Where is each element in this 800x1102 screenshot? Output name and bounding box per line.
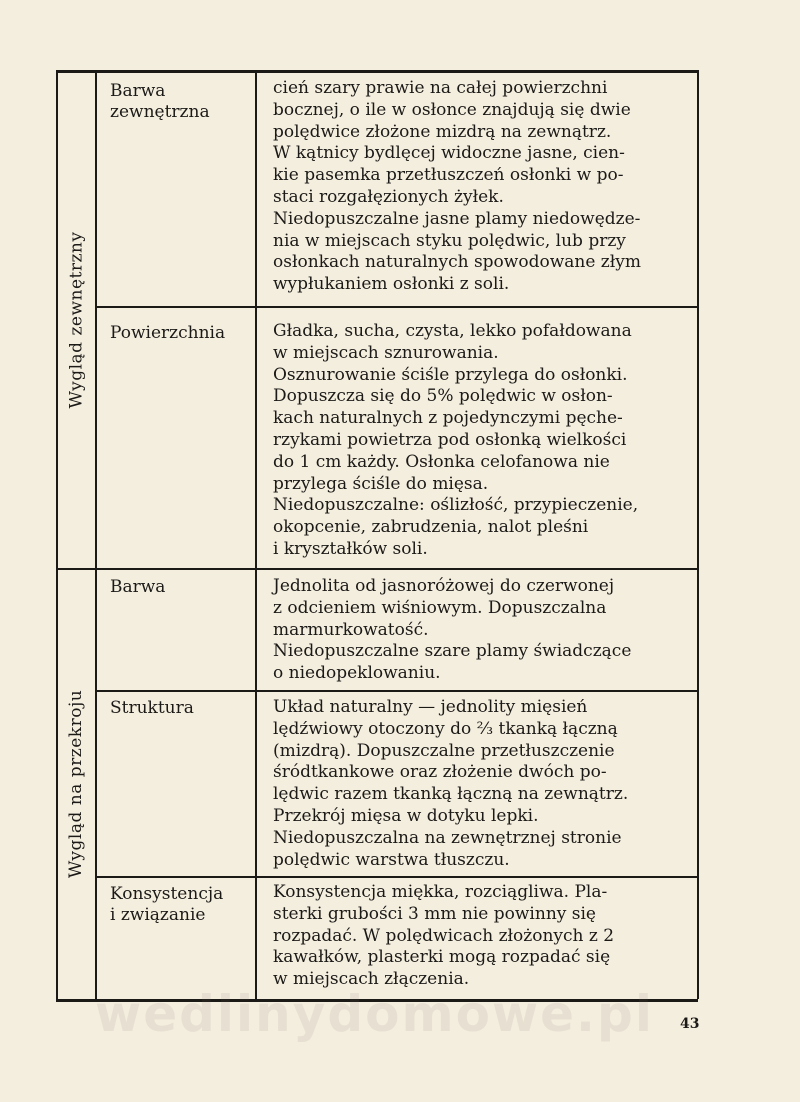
property-description: cień szary prawie na całej powierzchni bocznej, o ile w osłonce znajdują się dwie polędwice złożone mizdrą na zewnątrz. W kątnicy bydlęcej widoczne jasne, cien- kie pasemka przetłuszczeń osłonki w po- staci rozgałęzionych żyłek. Niedopuszczalne jasne plamy niedowędze- nia w miejscach styku polędwic, lub przy osłonkach naturalnych spowodowane złym wypłukaniem osłonki z soli. (273, 78, 641, 295)
property-description: Jednolita od jasnoróżowej do czerwonej z odcieniem wiśniowym. Dopuszczalna marmurkowatość. Niedopuszczalne szare plamy świadczące o niedopeklowaniu. (273, 576, 632, 684)
property-description: Konsystencja miękka, rozciągliwa. Pla- sterki grubości 3 mm nie powinny się rozpadać. W polędwicach złożonych z 2 kawałków, plasterki mogą rozpadać się w miejscach złączenia. (273, 882, 615, 990)
property-name: Barwa zewnętrzna (110, 81, 210, 122)
watermark: wedlinydomowe.pl (95, 985, 654, 1043)
property-name: Struktura (110, 698, 194, 718)
section-label-exterior: Wygląd zewnętrzny (66, 231, 86, 409)
section-label-cross-section: Wygląd na przekroju (66, 689, 86, 879)
property-description: Gładka, sucha, czysta, lekko pofałdowana w miejscach sznurowania. Osznurowanie ściśle przylega do osłonki. Dopuszcza się do 5% polędwic w osłon- kach naturalnych z pojedynczymi pęche- rzykami powietrza pod osłonką wielkości do 1 cm każdy. Osłonka celofanowa nie przylega ściśle do mięsa. Niedopuszczalne: oślizłość, przypieczenie, okopcenie, zabrudzenia, nalot pleśni i kryształków soli. (273, 321, 639, 559)
property-name: Konsystencja i związanie (110, 884, 224, 925)
row-divider (95, 876, 699, 878)
section-divider (56, 568, 699, 570)
property-description: Układ naturalny — jednolity mięsień lędźwiowy otoczony do ⅔ tkanką łączną (mizdrą). Dopuszczalne przetłuszczenie śródtkankowe oraz złożenie dwóch po- lędwic razem tkanką łączną na zewnątrz. Przekrój mięsa w dotyku lepki. Niedopuszczalna na zewnętrznej stronie polędwic warstwa tłuszczu. (273, 697, 629, 870)
row-divider (95, 690, 699, 692)
property-name: Barwa (110, 577, 166, 597)
table-right-border (697, 70, 699, 999)
page-number: 43 (680, 1016, 700, 1032)
property-name: Powierzchnia (110, 323, 226, 343)
row-divider (95, 306, 699, 308)
property-column-divider (255, 70, 257, 999)
